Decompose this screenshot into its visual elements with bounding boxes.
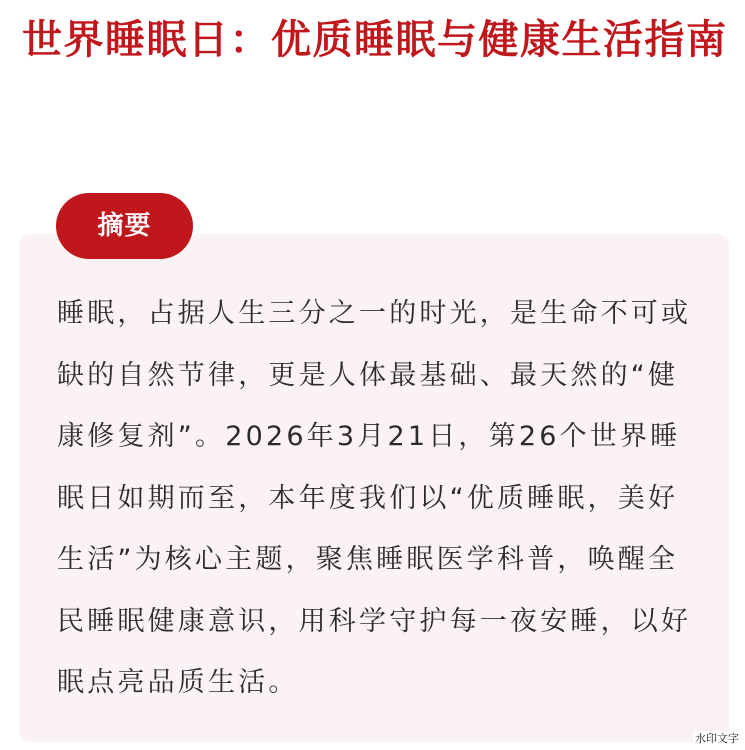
summary-text: 睡眠，占据人生三分之一的时光，是生命不可或缺的自然节律，更是人体最基础、最天然的“健康修复剂”。2026年3月21日，第26个世界睡眠日如期而至，本年度我们以“优质睡眠，美好生活”为核心主题，聚焦睡眠医学科普，唤醒全民睡眠健康意识，用科学守护每一夜安睡，以好眠点亮品质生活。 [57,298,692,698]
watermark-text: 水印文字 [695,732,739,745]
summary-badge: 摘要 [56,193,193,259]
article-title: 世界睡眠日：优质睡眠与健康生活指南 [22,17,728,63]
